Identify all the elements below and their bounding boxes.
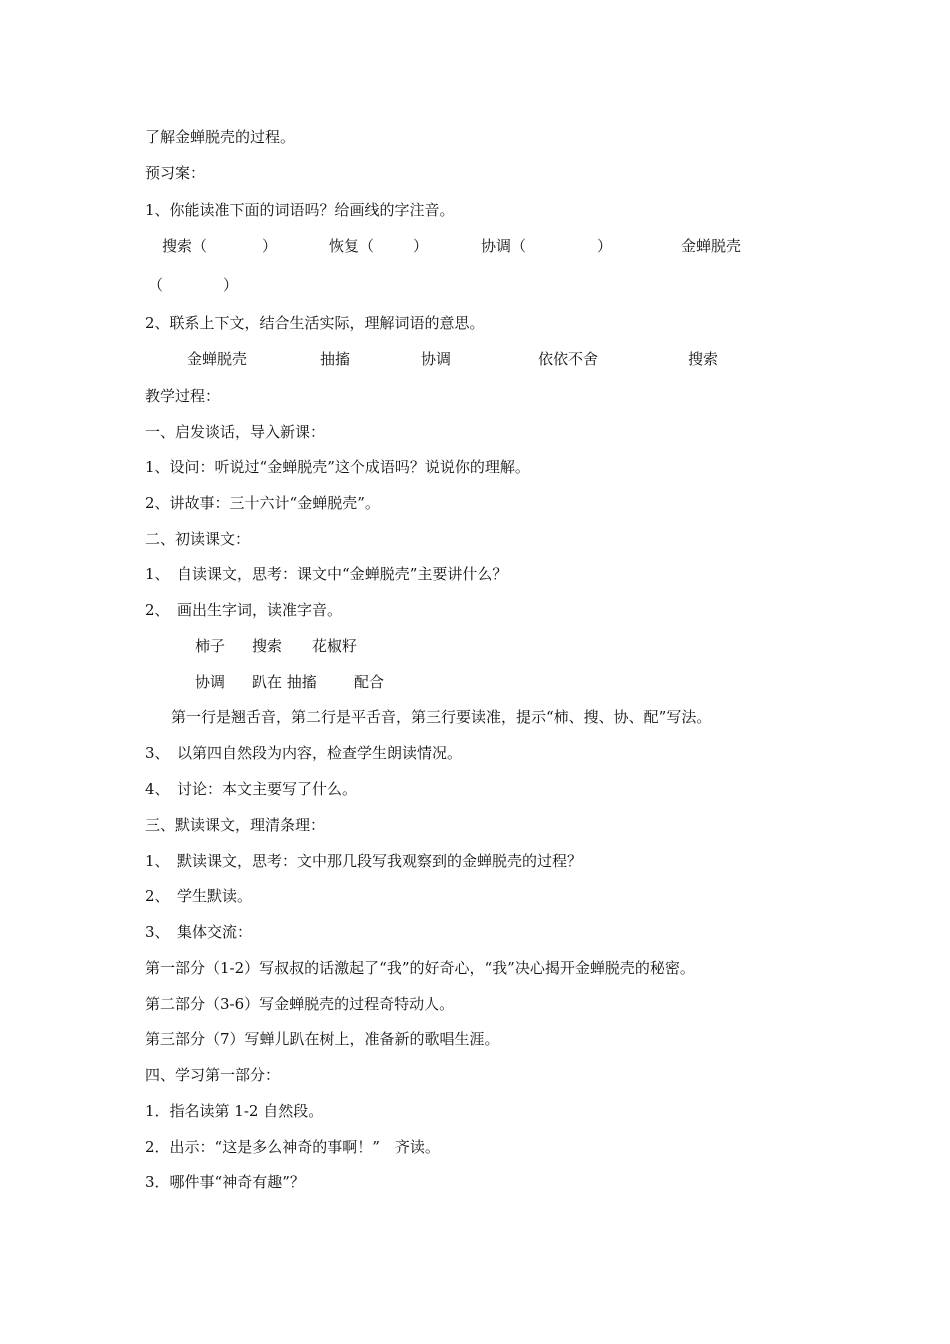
section-preview-heading: 预习案： — [145, 164, 206, 182]
part-four-item-2: 2．出示：“这是多么神奇的事啊！” 齐读。 — [145, 1138, 440, 1156]
preview-question-1: 1、你能读准下面的词语吗？给画线的字注音。 — [145, 201, 455, 219]
part-four-item-1: 1．指名读第 1-2 自然段。 — [145, 1102, 324, 1120]
structure-part-3: 第三部分（7）写蝉儿趴在树上，准备新的歌唱生涯。 — [145, 1030, 500, 1048]
pinyin-close-2: ） — [413, 237, 429, 255]
part-one-item-2: 2、讲故事：三十六计“金蝉脱壳”。 — [145, 494, 380, 512]
pronunciation-note: 第一行是翘舌音，第二行是平舌音，第三行要读准，提示“柿、搜、协、配”写法。 — [171, 708, 712, 726]
meaning-word-5: 搜索 — [688, 350, 719, 368]
part-three-item-2: 2、 学生默读。 — [145, 887, 253, 905]
part-four-heading: 四、学习第一部分： — [145, 1066, 281, 1084]
char-row1-word-1: 柿子 — [195, 637, 226, 655]
part-three-item-3: 3、 集体交流： — [145, 923, 253, 941]
char-row1-word-2: 搜索 — [252, 637, 283, 655]
part-two-heading: 二、初读课文： — [145, 530, 251, 548]
part-four-item-3: 3．哪件事“神奇有趣”？ — [145, 1173, 305, 1191]
pinyin-word-2: 恢复（ — [329, 237, 375, 255]
char-row2-word-2: 趴在 抽搐 — [252, 673, 317, 691]
structure-part-1: 第一部分（1-2）写叔叔的话激起了“我”的好奇心，“我”决心揭开金蝉脱壳的秘密。 — [145, 959, 695, 977]
pinyin-word-3: 协调（ — [481, 237, 527, 255]
part-one-item-1: 1、设问：听说过“金蝉脱壳”这个成语吗？说说你的理解。 — [145, 458, 530, 476]
preview-question-2: 2、联系上下文，结合生活实际，理解词语的意思。 — [145, 314, 485, 332]
meaning-word-1: 金蝉脱壳 — [187, 350, 248, 368]
section-teaching-heading: 教学过程： — [145, 387, 221, 405]
pinyin-close-3: ） — [597, 237, 613, 255]
pinyin-word-4: 金蝉脱壳 — [681, 237, 742, 255]
structure-part-2: 第二部分（3-6）写金蝉脱壳的过程奇特动人。 — [145, 995, 455, 1013]
meaning-word-2: 抽搐 — [320, 350, 351, 368]
part-two-item-1: 1、 自读课文，思考：课文中“金蝉脱壳”主要讲什么？ — [145, 565, 508, 583]
intro-objective: 了解金蝉脱壳的过程。 — [145, 128, 296, 146]
part-two-item-4: 4、 讨论：本文主要写了什么。 — [145, 780, 358, 798]
pinyin-wrap-bracket: （ ） — [148, 276, 239, 294]
char-row2-word-1: 协调 — [195, 673, 226, 691]
pinyin-word-1: 搜索（ — [162, 237, 208, 255]
meaning-word-4: 依依不舍 — [538, 350, 599, 368]
part-three-heading: 三、默读课文，理清条理： — [145, 816, 326, 834]
part-two-item-3: 3、 以第四自然段为内容，检查学生朗读情况。 — [145, 744, 463, 762]
part-three-item-1: 1、 默读课文，思考：文中那几段写我观察到的金蝉脱壳的过程？ — [145, 852, 583, 870]
part-two-item-2: 2、 画出生字词，读准字音。 — [145, 601, 343, 619]
part-one-heading: 一、启发谈话，导入新课： — [145, 423, 326, 441]
pinyin-close-1: ） — [262, 237, 278, 255]
char-row1-word-3: 花椒籽 — [312, 637, 358, 655]
meaning-word-3: 协调 — [421, 350, 452, 368]
char-row2-word-3: 配合 — [354, 673, 385, 691]
